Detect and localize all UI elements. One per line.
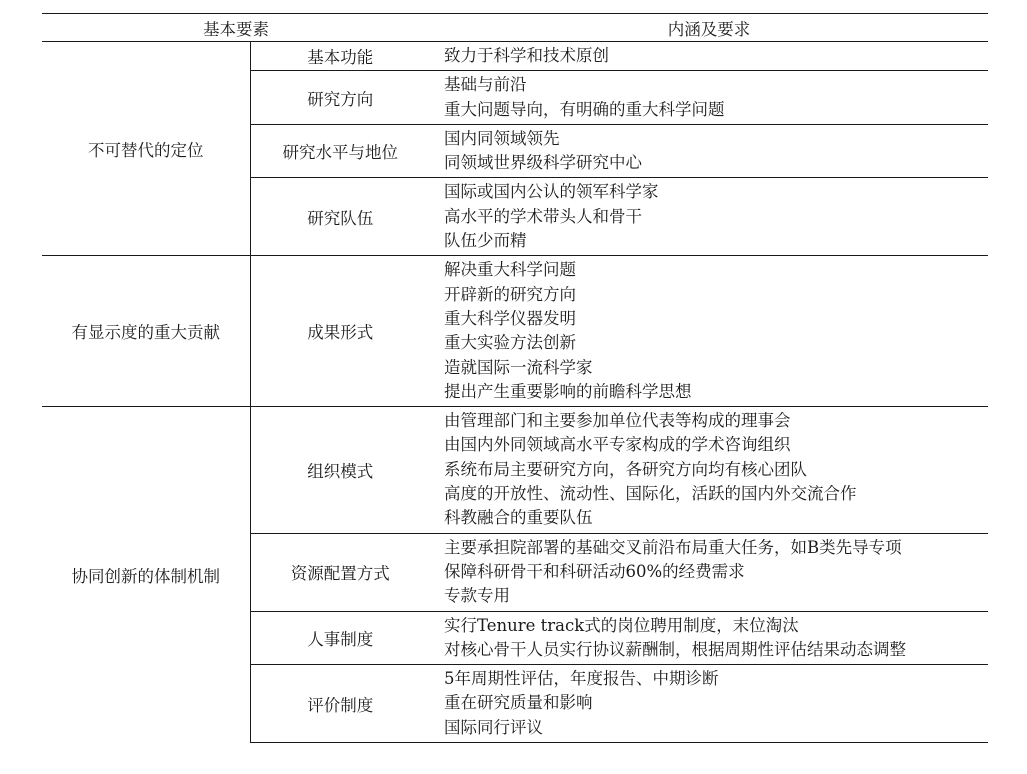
content-line: 致力于科学和技术原创	[444, 46, 609, 65]
header-content-requirements: 内涵及要求	[430, 14, 988, 42]
content-line: 系统布局主要研究方向，各研究方向均有核心团队	[444, 459, 807, 479]
header-row	[42, 14, 988, 42]
content-line: 国内同领域领先	[444, 128, 560, 148]
content-line: 由国内外同领域高水平专家构成的学术咨询组织	[444, 435, 791, 455]
header-basic-elements: 基本要素	[42, 14, 430, 42]
basic-element-cell: 协同创新的体制机制	[42, 407, 250, 743]
sub-element-cell: 成果形式	[250, 256, 430, 407]
table-row	[42, 256, 988, 407]
content-line: 由管理部门和主要参加单位代表等构成的理事会	[444, 411, 791, 431]
content-line: 专款专用	[444, 586, 510, 606]
content-line: 科教融合的重要队伍	[444, 508, 593, 528]
content-line: 国际同行评议	[444, 717, 543, 737]
table-row	[42, 42, 988, 71]
content-cell	[430, 407, 988, 533]
content-line: 提出产生重要影响的前瞻科学思想	[444, 381, 692, 401]
content-line: 重大问题导向，有明确的重大科学问题	[444, 99, 725, 119]
content-cell	[430, 42, 988, 71]
content-line: 5年周期性评估，年度报告、中期诊断	[444, 669, 719, 689]
table-header	[42, 14, 988, 42]
content-line: 高水平的学术带头人和骨干	[444, 206, 642, 226]
content-cell	[430, 71, 988, 125]
content-cell	[430, 124, 988, 178]
requirements-table-container	[42, 13, 988, 743]
content-line: 高度的开放性、流动性、国际化，活跃的国内外交流合作	[444, 484, 857, 504]
content-line: 开辟新的研究方向	[444, 284, 576, 304]
content-line: 主要承担院部署的基础交叉前沿布局重大任务，如B类先导专项	[444, 537, 902, 557]
content-line: 解决重大科学问题	[444, 260, 576, 280]
sub-element-cell: 评价制度	[250, 665, 430, 743]
content-line: 国际或国内公认的领军科学家	[444, 182, 659, 202]
basic-element-cell: 不可替代的定位	[42, 42, 250, 256]
sub-element-cell: 资源配置方式	[250, 533, 430, 611]
content-line: 造就国际一流科学家	[444, 357, 593, 377]
content-line: 重大科学仪器发明	[444, 308, 576, 328]
content-cell	[430, 665, 988, 743]
table-body	[42, 42, 988, 743]
content-cell	[430, 178, 988, 256]
requirements-table	[42, 13, 988, 743]
sub-element-cell: 基本功能	[250, 42, 430, 71]
content-line: 保障科研骨干和科研活动60%的经费需求	[444, 561, 745, 581]
content-line: 基础与前沿	[444, 75, 527, 95]
table-row	[42, 407, 988, 533]
content-line: 重大实验方法创新	[444, 333, 576, 353]
sub-element-cell: 人事制度	[250, 611, 430, 665]
content-cell	[430, 611, 988, 665]
content-line: 实行Tenure track式的岗位聘用制度，末位淘汰	[444, 615, 799, 635]
content-line: 同领域世界级科学研究中心	[444, 153, 642, 173]
sub-element-cell: 组织模式	[250, 407, 430, 533]
basic-element-cell: 有显示度的重大贡献	[42, 256, 250, 407]
sub-element-cell: 研究方向	[250, 71, 430, 125]
content-line: 重在研究质量和影响	[444, 693, 593, 713]
content-line: 对核心骨干人员实行协议薪酬制，根据周期性评估结果动态调整	[444, 639, 906, 659]
sub-element-cell: 研究队伍	[250, 178, 430, 256]
content-cell	[430, 256, 988, 407]
content-line: 队伍少而精	[444, 231, 527, 251]
content-cell	[430, 533, 988, 611]
sub-element-cell: 研究水平与地位	[250, 124, 430, 178]
